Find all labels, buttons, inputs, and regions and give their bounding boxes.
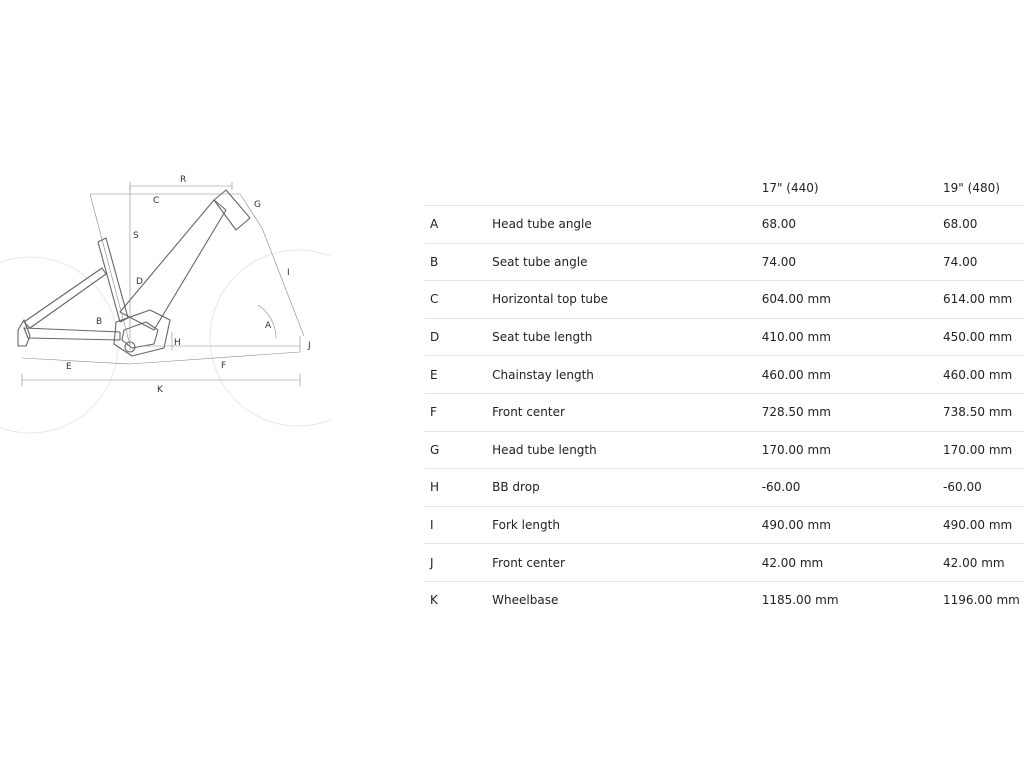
row-name: Front center: [492, 544, 762, 582]
diagram-label-C: C: [153, 196, 160, 206]
row-name: Horizontal top tube: [492, 281, 762, 319]
row-code: A: [425, 206, 492, 244]
table-header-row: [425, 170, 1024, 206]
row-code: C: [425, 281, 492, 319]
table-row: [425, 469, 1024, 507]
row-value-17: 74.00: [762, 243, 943, 281]
table-row: [425, 356, 1024, 394]
row-name: Head tube angle: [492, 206, 762, 244]
row-code: K: [430, 593, 438, 608]
row-value-19: 614.00 mm: [943, 281, 1024, 319]
row-value-17: 410.00 mm: [762, 318, 943, 356]
row-value-19: 170.00 mm: [943, 431, 1024, 469]
row-code: G: [425, 431, 492, 469]
table-row: [425, 281, 1024, 319]
diagram-label-A: A: [265, 321, 272, 331]
row-name: Chainstay length: [492, 356, 762, 394]
table-row: [425, 581, 1024, 618]
row-value-17: 42.00 mm: [762, 544, 943, 582]
row-name: Seat tube length: [492, 318, 762, 356]
row-name: Front center: [492, 393, 762, 431]
bike-geometry-diagram: [0, 160, 330, 440]
table-row: [425, 506, 1024, 544]
diagram-label-F: F: [221, 361, 227, 371]
row-code: B: [425, 243, 492, 281]
row-value-19: 68.00: [943, 206, 1024, 244]
dimension-lines: [22, 182, 304, 386]
row-value-19: 450.00 mm: [943, 318, 1024, 356]
table-row: [425, 431, 1024, 469]
row-name: Head tube length: [492, 431, 762, 469]
row-name: Seat tube angle: [492, 243, 762, 281]
diagram-label-G: G: [254, 200, 261, 210]
row-value-19: 490.00 mm: [943, 506, 1024, 544]
row-name: BB drop: [492, 469, 762, 507]
row-value-17: 460.00 mm: [762, 356, 943, 394]
table-row: [425, 544, 1024, 582]
row-code: E: [425, 356, 492, 394]
row-value-17: 170.00 mm: [762, 431, 943, 469]
table-row: [425, 393, 1024, 431]
row-value-19: -60.00: [943, 469, 1024, 507]
bike-frame-svg: [0, 160, 330, 440]
row-value-19: 738.50 mm: [943, 393, 1024, 431]
row-value-17: 68.00: [762, 206, 943, 244]
row-value-17: 728.50 mm: [762, 393, 943, 431]
front-wheel: [210, 250, 330, 426]
diagram-label-R: R: [180, 175, 187, 185]
frame-outline: [18, 190, 250, 356]
row-value-19: 460.00 mm: [943, 356, 1024, 394]
diagram-label-I: I: [287, 268, 290, 278]
row-value-19: 74.00: [943, 243, 1024, 281]
header-size-17: 17" (440): [762, 170, 943, 206]
diagram-label-K: K: [157, 385, 163, 395]
header-name: [492, 170, 762, 206]
row-name: Fork length: [492, 506, 762, 544]
row-code: H: [425, 469, 492, 507]
table-row: [425, 318, 1024, 356]
row-value-17: -60.00: [762, 469, 943, 507]
row-code: F: [425, 393, 492, 431]
table-row: [425, 243, 1024, 281]
diagram-label-D: D: [136, 277, 143, 287]
row-name: Wheelbase: [492, 593, 559, 608]
row-value-17: 604.00 mm: [762, 281, 943, 319]
row-code: D: [425, 318, 492, 356]
row-value-19: 42.00 mm: [943, 544, 1024, 582]
diagram-label-S: S: [133, 231, 139, 241]
row-code: I: [425, 506, 492, 544]
row-value-17: 490.00 mm: [762, 506, 943, 544]
row-code: J: [425, 544, 492, 582]
row-value-19: 1196.00 mm: [943, 593, 1020, 608]
geometry-table: [425, 170, 1024, 619]
table-row: [425, 206, 1024, 244]
row-value-17: 1185.00 mm: [761, 593, 839, 608]
header-code: [425, 170, 492, 206]
header-size-19: 19" (480): [943, 170, 1024, 206]
diagram-label-E: E: [66, 362, 72, 372]
diagram-label-H: H: [174, 338, 181, 348]
diagram-label-J: J: [308, 341, 311, 351]
diagram-label-B: B: [96, 317, 103, 327]
